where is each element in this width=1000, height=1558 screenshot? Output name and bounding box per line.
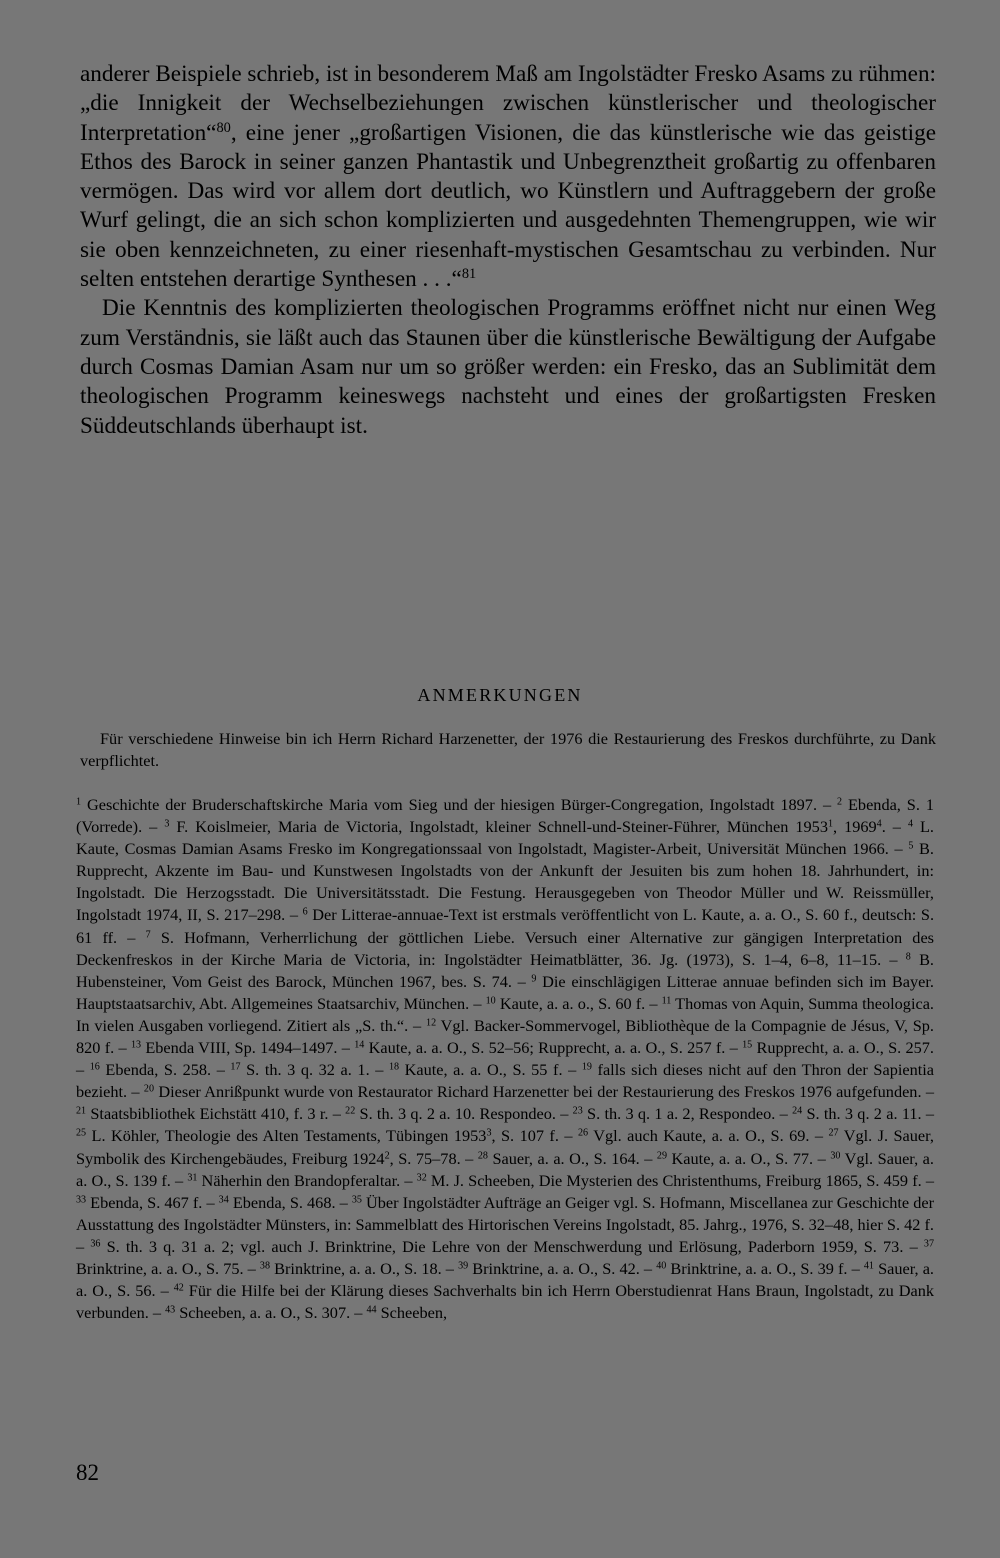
footnote-marker: 21: [76, 1105, 87, 1117]
notes-intro-text: Für verschiedene Hinweise bin ich Herrn Richard Harzenetter, der 1976 die Restaurierung des Freskos durchführte, zu Dank verpflichtet.: [80, 729, 936, 770]
text-run: Die einschlägigen Litterae annuae befinden sich im Bayer. Hauptstaatsarchiv, Abt. Allgemeines Staatsarchiv, München. –: [76, 971, 934, 1013]
text-run: M. J. Scheeben, Die Mysterien des Christenthums, Freiburg 1865, S. 459 f. –: [426, 1170, 935, 1190]
text-run: Dieser Anrißpunkt wurde von Restaurator Richard Harzenetter bei der Restaurierung des Freskos 1976 aufgefunden. –: [154, 1082, 935, 1102]
text-run: anderer Beispiele schrieb, ist in besonderem Maß am Ingolstädter Fresko Asams zu rühmen: „die Innigkeit der Wechselbeziehungen zwischen künstlerischer und theologischer Interpretation“: [80, 61, 936, 146]
footnote-marker: 10: [485, 995, 496, 1007]
footnote-marker: 1: [827, 818, 834, 830]
footnote-marker: 5: [908, 840, 914, 852]
text-run: Vgl. Sauer, a. a. O., S. 139 f. –: [76, 1148, 934, 1190]
footnote-marker: 4: [876, 818, 882, 830]
text-run: Ebenda, S. 468. –: [228, 1192, 352, 1212]
footnote-marker: 13: [130, 1039, 142, 1051]
footnote-marker: 30: [830, 1149, 841, 1161]
footnote-marker: 34: [218, 1194, 229, 1206]
text-run: , 1969: [833, 817, 877, 837]
footnote-marker: 16: [89, 1061, 100, 1073]
footnote-marker: 44: [366, 1304, 377, 1316]
notes-intro: [80, 728, 936, 772]
footnote-marker: 38: [259, 1260, 271, 1272]
text-run: S. th. 3 q. 32 a. 1. –: [240, 1060, 389, 1080]
text-run: , S. 107 f. –: [491, 1126, 578, 1146]
text-run: Thomas von Aquin, Summa theologica. In vielen Ausgaben vorliegend. Zitiert als „S. th.“. –: [76, 993, 934, 1035]
text-run: Ebenda, S. 467 f. –: [86, 1192, 219, 1212]
text-run: Für die Hilfe bei der Klärung dieses Sachverhalts bin ich Herrn Oberstudienrat Hans Braun, Ingolstadt, zu Dank verbunden. –: [76, 1281, 934, 1323]
text-run: L. Köhler, Theologie des Alten Testaments, Tübingen 1953: [86, 1126, 487, 1146]
footnote-marker: 8: [905, 951, 911, 963]
footnote-marker: 43: [165, 1304, 176, 1316]
footnote-marker: 29: [656, 1149, 668, 1161]
footnote-marker: 26: [577, 1127, 589, 1139]
footnote-marker: 15: [742, 1039, 753, 1051]
text-run: Die Kenntnis des komplizierten theologischen Programms eröffnet nicht nur einen Weg zum Verständnis, sie läßt auch das Staunen über die künstlerische Bewältigung der Aufgabe durch Cosmas Damian Asam nur um so größer werden: ein Fresko, das an Sublimität dem theologischen Programm keineswegs nachsteht und eines der großartigsten Fresken Süddeutschlands überhaupt ist.: [80, 295, 936, 439]
footnotes: [76, 794, 934, 1324]
footnote-marker: 36: [90, 1238, 101, 1250]
text-run: Kaute, a. a. O., S. 77. –: [667, 1148, 831, 1168]
text-run: Kaute, a. a. O., S. 52–56; Rupprecht, a. a. O., S. 257 f. –: [364, 1038, 743, 1058]
text-run: S. th. 3 q. 2 a. 10. Respondeo. –: [355, 1104, 573, 1124]
footnote-marker: 31: [187, 1172, 198, 1184]
text-run: Ebenda, S. 258. –: [99, 1060, 231, 1080]
text-run: S. th. 3 q. 2 a. 11. –: [802, 1104, 934, 1124]
text-run: Kaute, a. a. O., S. 55 f. –: [399, 1060, 582, 1080]
footnote-marker: 27: [828, 1127, 839, 1139]
footnote-marker: 40: [656, 1260, 667, 1272]
text-run: Brinktrine, a. a. O., S. 18. –: [270, 1258, 459, 1278]
footnote-marker: 12: [426, 1017, 437, 1029]
footnote-marker: 81: [461, 266, 477, 283]
footnote-marker: 1: [76, 796, 82, 808]
footnote-marker: 41: [863, 1260, 874, 1272]
text-run: Brinktrine, a. a. O., S. 39 f. –: [666, 1258, 864, 1278]
text-run: Vgl. auch Kaute, a. a. O., S. 69. –: [588, 1126, 829, 1146]
text-run: Rupprecht, a. a. O., S. 257. –: [76, 1038, 935, 1080]
text-run: S. th. 3 q. 31 a. 2; vgl. auch J. Brinktrine, Die Lehre von der Menschwerdung und Erlösung, Paderborn 1959, S. 73. –: [100, 1236, 924, 1256]
footnote-marker: 4: [907, 818, 913, 830]
footnote-marker: 80: [216, 119, 231, 136]
footnote-marker: 3: [164, 818, 170, 830]
text-run: Scheeben, a. a. O., S. 307. –: [175, 1303, 367, 1323]
footnote-marker: 20: [143, 1083, 155, 1095]
footnote-marker: 18: [388, 1061, 400, 1073]
footnote-marker: 35: [351, 1194, 362, 1206]
main-text: [80, 60, 936, 441]
footnote-marker: 32: [416, 1172, 427, 1184]
body-paragraph: [80, 60, 936, 294]
footnote-marker: 37: [923, 1238, 934, 1250]
section-heading: ANMERKUNGEN: [417, 685, 583, 705]
footnote-marker: 19: [581, 1061, 592, 1073]
footnote-marker: 6: [302, 906, 308, 918]
page-number: 82: [76, 1460, 99, 1485]
footnote-marker: 23: [572, 1105, 583, 1117]
text-run: B. Rupprecht, Akzente im Bau- und Kunstwesen Ingolstadts von der Ankunft der Jesuiten bis zum hohen 18. Jahrhundert, in: Ingolstadt. Die Herzogsstadt. Die Universitätsstadt. Die Festung. Herausgegeben von Theodor Müller und W. Reissmüller, Ingolstadt 1974, II, S. 217–298. –: [76, 839, 934, 925]
text-run: Brinktrine, a. a. O., S. 75. –: [76, 1258, 260, 1278]
footnote-marker: 7: [145, 929, 151, 941]
text-run: Ebenda, S. 1 (Vorrede). –: [76, 795, 934, 837]
footnote-marker: 3: [486, 1127, 492, 1139]
footnote-marker: 9: [531, 973, 537, 985]
text-run: Der Litterae-annuae-Text ist erstmals veröffentlicht von L. Kaute, a. a. O., S. 60 f., deutsch: S. 61 ff. –: [76, 905, 935, 947]
footnote-marker: 25: [76, 1127, 87, 1139]
footnote-marker: 17: [230, 1061, 241, 1073]
footnote-marker: 11: [661, 995, 672, 1007]
text-run: F. Koislmeier, Maria de Victoria, Ingolstadt, kleiner Schnell-und-Steiner-Führer, München 1953: [169, 817, 828, 837]
footnote-marker: 2: [384, 1149, 390, 1161]
text-run: Über Ingolstädter Aufträge an Geiger vgl. S. Hofmann, Miscellanea zur Geschichte der Ausstattung des Ingolstädter Münsters, in: Sammelblatt des Hirtorischen Vereins Ingolstadt, 85. Jahrg., 1976, S. 32–48, hier S. 42 f. –: [76, 1192, 935, 1256]
body-paragraph: [80, 294, 936, 440]
text-run: , S. 75–78. –: [389, 1148, 478, 1168]
text-run: Brinktrine, a. a. O., S. 42. –: [468, 1258, 657, 1278]
text-run: Scheeben,: [376, 1303, 448, 1323]
text-run: Kaute, a. a. o., S. 60 f. –: [495, 993, 662, 1013]
text-run: Vgl. Backer-Sommervogel, Bibliothèque de la Compagnie de Jésus, V, Sp. 820 f. –: [76, 1015, 935, 1058]
footnote-marker: 24: [792, 1105, 803, 1117]
text-run: . –: [881, 817, 908, 837]
text-run: Staatsbibliothek Eichstätt 410, f. 3 r. –: [86, 1104, 346, 1124]
text-run: Ebenda VIII, Sp. 1494–1497. –: [141, 1038, 355, 1058]
text-run: L. Kaute, Cosmas Damian Asams Fresko im Kongregationssaal von Ingolstadt, Magister-Arbeit, Universität München 1966. –: [76, 817, 935, 859]
footnote-marker: 39: [458, 1260, 469, 1272]
footnote-marker: 33: [76, 1194, 87, 1206]
text-run: Vgl. J. Sauer, Symbolik des Kirchengebäudes, Freiburg 1924: [76, 1126, 934, 1168]
text-run: Sauer, a. a. O., S. 56. –: [76, 1258, 934, 1301]
text-run: S. Hofmann, Verherrlichung der göttlichen Liebe. Versuch einer Alternative zur gängigen Interpretation des Deckenfreskos in der Kirche Maria de Victoria, in: Ingolstädter Heimatblätter, 36. Jg. (1973), S. 1–4, 6–8, 11–15. –: [76, 927, 935, 969]
text-run: Geschichte der Bruderschaftskirche Maria vom Sieg und der hiesigen Bürger-Congregation, Ingolstadt 1897. –: [81, 795, 838, 814]
text-run: falls sich dieses nicht auf den Thron der Sapientia bezieht. –: [76, 1060, 935, 1102]
text-run: Näherhin den Brandopferaltar. –: [197, 1170, 417, 1190]
footnote-marker: 22: [345, 1105, 356, 1117]
footnote-marker: 28: [477, 1149, 488, 1161]
footnote-marker: 42: [173, 1282, 184, 1294]
text-run: Sauer, a. a. O., S. 164. –: [487, 1148, 657, 1168]
footnote-marker: 14: [354, 1039, 365, 1051]
text-run: , eine jener „großartigen Visionen, die das künstlerische wie das geistige Ethos des Barock in seiner ganzen Phantastik und Unbegrenztheit großartig zu offenbaren vermögen. Das wird vor allem dort deutlich, wo Künstlern und Auftraggebern der große Wurf gelingt, die an sich schon komplizierten und ausgedehnten Themengruppen, wie wir sie oben kennzeichneten, zu einer riesenhaft-mystischen Gesamtschau zu verbinden. Nur selten entstehen derartige Synthesen . . .“: [80, 119, 936, 293]
footnote-marker: 2: [837, 796, 843, 808]
text-run: B. Hubensteiner, Vom Geist des Barock, München 1967, bes. S. 74. –: [76, 949, 934, 991]
text-run: S. th. 3 q. 1 a. 2, Respondeo. –: [582, 1104, 793, 1124]
